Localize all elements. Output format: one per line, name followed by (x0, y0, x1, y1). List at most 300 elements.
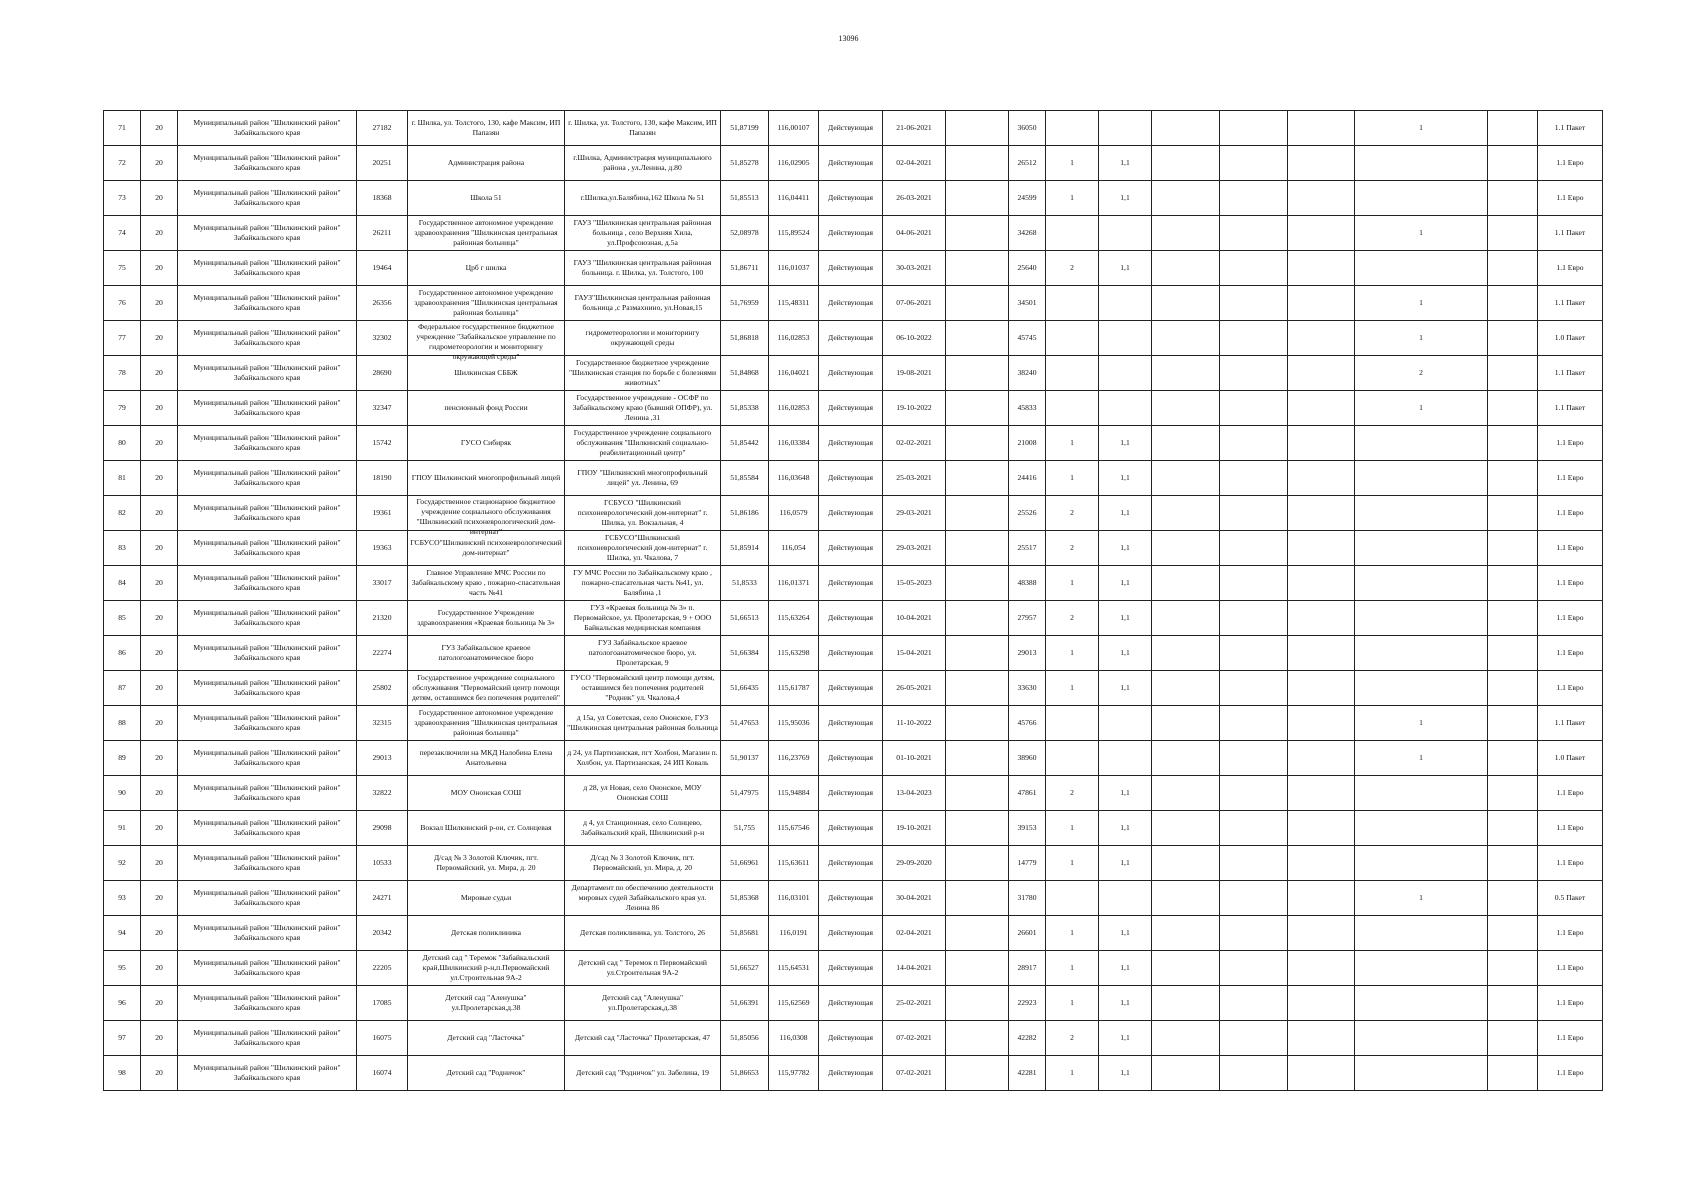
cell-col-d (1220, 951, 1288, 986)
cell-latitude (721, 636, 769, 671)
cell-district (178, 531, 357, 566)
date-text: 25-02-2021 (896, 998, 932, 1007)
cell-reg-number (1009, 531, 1046, 566)
date-text: 07-02-2021 (896, 1033, 932, 1042)
cell-status (819, 496, 883, 531)
cell-reg-number (1009, 1056, 1046, 1091)
cell-col-d (1220, 776, 1288, 811)
size-b-text: 1,1 (1120, 928, 1130, 937)
cell-size-b (1099, 671, 1152, 706)
cell-size-b (1099, 601, 1152, 636)
count-f-text: 1 (1419, 718, 1423, 727)
cell-count-f (1355, 426, 1488, 461)
cell-status (819, 881, 883, 916)
cell-region-code (141, 811, 178, 846)
cell-col-g (1488, 461, 1538, 496)
cell-longitude (769, 216, 819, 251)
count-a-text: 2 (1070, 508, 1074, 517)
cell-owner-address (565, 426, 721, 461)
district-text: Муниципальный район "Шилкинский район" Забайкальского края (193, 188, 341, 207)
cell-col-e (1288, 741, 1355, 776)
cell-district (178, 566, 357, 601)
cell-site-id (357, 846, 408, 881)
cell-col-g (1488, 531, 1538, 566)
table-row (104, 531, 1603, 566)
site-id-text: 20342 (372, 928, 392, 937)
cell-empty-col (946, 636, 1009, 671)
cell-region-code (141, 1021, 178, 1056)
cell-region-code (141, 286, 178, 321)
cell-row-number (104, 741, 141, 776)
region-code-text: 20 (155, 683, 163, 692)
table-row (104, 986, 1603, 1021)
container-type-text: 1.1 Евро (1556, 648, 1584, 657)
cell-col-c (1152, 951, 1220, 986)
cell-count-f (1355, 216, 1488, 251)
cell-site-id (357, 531, 408, 566)
site-id-text: 28690 (372, 368, 392, 377)
cell-region-code (141, 496, 178, 531)
region-code-text: 20 (155, 578, 163, 587)
cell-col-c (1152, 776, 1220, 811)
cell-reg-number (1009, 461, 1046, 496)
cell-longitude (769, 321, 819, 356)
cell-region-code (141, 776, 178, 811)
owner-address-text: Детская поликлиника, ул. Толстого, 26 (580, 928, 705, 937)
cell-col-g (1488, 1056, 1538, 1091)
cell-owner-address (565, 461, 721, 496)
cell-site-id (357, 391, 408, 426)
longitude-text: 115,63298 (777, 648, 810, 657)
region-code-text: 20 (155, 123, 163, 132)
site-name-text: г. Шилка, ул. Толстого, 130, кафе Максим, ИП Папазян (411, 118, 561, 137)
row-number-text: 73 (118, 193, 126, 202)
longitude-text: 115,48311 (777, 298, 810, 307)
owner-address-text: Детский сад " Теремок п Первомайский ул.Строительная 9А-2 (578, 958, 707, 977)
cell-date (883, 636, 946, 671)
cell-district (178, 251, 357, 286)
status-text: Действующая (828, 263, 873, 272)
table-row (104, 356, 1603, 391)
cell-count-f (1355, 286, 1488, 321)
cell-col-d (1220, 111, 1288, 146)
cell-count-a (1046, 916, 1099, 951)
cell-col-c (1152, 321, 1220, 356)
cell-row-number (104, 1056, 141, 1091)
cell-longitude (769, 356, 819, 391)
table-row (104, 1021, 1603, 1056)
cell-latitude (721, 916, 769, 951)
status-text: Действующая (828, 298, 873, 307)
cell-latitude (721, 951, 769, 986)
cell-size-b (1099, 216, 1152, 251)
cell-longitude (769, 146, 819, 181)
status-text: Действующая (828, 403, 873, 412)
latitude-text: 51,84868 (730, 368, 759, 377)
cell-region-code (141, 216, 178, 251)
owner-address-text: ГУЗ Забайкальское краевое патологоанатомическое бюро, ул. Пролетарская, 9 (588, 638, 697, 667)
site-id-text: 32315 (372, 718, 392, 727)
cell-district (178, 986, 357, 1021)
cell-col-d (1220, 986, 1288, 1021)
reg-number-text: 34268 (1017, 228, 1037, 237)
cell-longitude (769, 776, 819, 811)
cell-count-f (1355, 496, 1488, 531)
cell-col-c (1152, 881, 1220, 916)
cell-size-b (1099, 566, 1152, 601)
cell-container-type (1538, 251, 1603, 286)
site-id-text: 19464 (372, 263, 392, 272)
cell-col-g (1488, 1021, 1538, 1056)
cell-col-c (1152, 531, 1220, 566)
cell-empty-col (946, 811, 1009, 846)
cell-container-type (1538, 986, 1603, 1021)
cell-site-id (357, 286, 408, 321)
cell-district (178, 1056, 357, 1091)
region-code-text: 20 (155, 893, 163, 902)
cell-latitude (721, 1056, 769, 1091)
owner-address-text: Д/сад № 3 Золотой Ключик, пгт. Первомайский, ул. Мира, д. 20 (590, 853, 695, 872)
container-site-registry-table (103, 110, 1603, 1091)
latitude-text: 51,85914 (730, 543, 759, 552)
region-code-text: 20 (155, 823, 163, 832)
cell-region-code (141, 986, 178, 1021)
cell-district (178, 391, 357, 426)
cell-container-type (1538, 671, 1603, 706)
region-code-text: 20 (155, 473, 163, 482)
cell-longitude (769, 811, 819, 846)
cell-col-c (1152, 636, 1220, 671)
container-type-text: 1.1 Евро (1556, 613, 1584, 622)
count-f-text: 1 (1419, 403, 1423, 412)
site-name-text: Государственное стационарное бюджетное учреждение социального обслуживания "Шилкинский психоневрологический дом-интернат" (416, 497, 556, 536)
cell-row-number (104, 426, 141, 461)
site-id-text: 19363 (372, 543, 392, 552)
cell-longitude (769, 636, 819, 671)
container-type-text: 1.1 Пакет (1554, 403, 1586, 412)
cell-date (883, 251, 946, 286)
cell-col-g (1488, 741, 1538, 776)
cell-col-d (1220, 146, 1288, 181)
cell-district (178, 776, 357, 811)
owner-address-text: Государственное учреждение социального обслуживания "Шилкинский социально-реабилитационный центр" (573, 428, 712, 457)
cell-reg-number (1009, 1021, 1046, 1056)
cell-region-code (141, 601, 178, 636)
longitude-text: 115,61787 (777, 683, 810, 692)
container-type-text: 1.1 Евро (1556, 473, 1584, 482)
cell-count-f (1355, 706, 1488, 741)
cell-owner-address (565, 531, 721, 566)
date-text: 15-04-2021 (896, 648, 932, 657)
cell-longitude (769, 741, 819, 776)
table-row (104, 426, 1603, 461)
row-number-text: 98 (118, 1068, 126, 1077)
cell-col-e (1288, 916, 1355, 951)
cell-count-a (1046, 146, 1099, 181)
container-type-text: 1.1 Евро (1556, 823, 1584, 832)
cell-status (819, 916, 883, 951)
cell-size-b (1099, 321, 1152, 356)
owner-address-text: Департамент по обеспечению деятельности мировых судей Забайкальского края ул. Ленина 86 (571, 883, 714, 912)
cell-status (819, 461, 883, 496)
latitude-text: 51,90137 (730, 753, 759, 762)
reg-number-text: 25640 (1017, 263, 1037, 272)
longitude-text: 116,04411 (777, 193, 810, 202)
site-name-text: ГУСО Сибиряк (460, 438, 512, 447)
cell-owner-address (565, 636, 721, 671)
cell-row-number (104, 496, 141, 531)
cell-size-b (1099, 706, 1152, 741)
row-number-text: 95 (118, 963, 126, 972)
cell-latitude (721, 706, 769, 741)
status-text: Действующая (828, 648, 873, 657)
site-name-text: Государственное автономное учреждение здравоохранения "Шилкинская центральная районная больница" (414, 288, 558, 317)
district-text: Муниципальный район "Шилкинский район" Забайкальского края (193, 503, 341, 522)
site-name-text: Црб г шилка (465, 263, 507, 272)
cell-count-f (1355, 811, 1488, 846)
cell-container-type (1538, 951, 1603, 986)
cell-site-id (357, 1021, 408, 1056)
site-name-text: Шилкинская СББЖ (454, 368, 518, 377)
latitude-text: 51,86711 (730, 263, 759, 272)
cell-size-b (1099, 741, 1152, 776)
cell-col-e (1288, 356, 1355, 391)
cell-owner-address (565, 1056, 721, 1091)
cell-district (178, 286, 357, 321)
cell-site-name (408, 811, 565, 846)
count-a-text: 1 (1070, 438, 1074, 447)
cell-reg-number (1009, 356, 1046, 391)
cell-row-number (104, 356, 141, 391)
region-code-text: 20 (155, 1033, 163, 1042)
size-b-text: 1,1 (1120, 193, 1130, 202)
cell-count-a (1046, 671, 1099, 706)
cell-latitude (721, 881, 769, 916)
site-name-text: Государственное автономное учреждение здравоохранения "Шилкинская центральная районная больница" (414, 708, 558, 737)
cell-size-b (1099, 391, 1152, 426)
reg-number-text: 47861 (1017, 788, 1037, 797)
cell-longitude (769, 951, 819, 986)
status-text: Действующая (828, 473, 873, 482)
owner-address-text: ГАУЗ "Шилкинская центральная районная больница , село Верхняя Хила, ул.Профсоюзная, д.5а (573, 218, 712, 247)
district-text: Муниципальный район "Шилкинский район" Забайкальского края (193, 608, 341, 627)
cell-status (819, 356, 883, 391)
cell-reg-number (1009, 881, 1046, 916)
cell-date (883, 496, 946, 531)
cell-col-g (1488, 426, 1538, 461)
cell-col-d (1220, 601, 1288, 636)
row-number-text: 87 (118, 683, 126, 692)
cell-region-code (141, 706, 178, 741)
size-b-text: 1,1 (1120, 788, 1130, 797)
cell-district (178, 636, 357, 671)
cell-owner-address (565, 881, 721, 916)
cell-col-g (1488, 496, 1538, 531)
container-type-text: 1.1 Пакет (1554, 228, 1586, 237)
cell-status (819, 426, 883, 461)
row-number-text: 86 (118, 648, 126, 657)
row-number-text: 78 (118, 368, 126, 377)
owner-address-text: ГСБУСО "Шилкинский психоневрологический дом-интернат" г. Шилка, ул. Вокзальная, 4 (577, 498, 708, 527)
cell-col-e (1288, 111, 1355, 146)
site-name-text: Государственное Учреждение здравоохранения «Краевая больница № 3» (417, 608, 555, 627)
cell-row-number (104, 286, 141, 321)
size-b-text: 1,1 (1120, 1068, 1130, 1077)
district-text: Муниципальный район "Шилкинский район" Забайкальского края (193, 923, 341, 942)
reg-number-text: 48388 (1017, 578, 1037, 587)
cell-site-name (408, 181, 565, 216)
region-code-text: 20 (155, 613, 163, 622)
cell-date (883, 741, 946, 776)
cell-district (178, 741, 357, 776)
cell-owner-address (565, 986, 721, 1021)
container-type-text: 1.0 Пакет (1554, 753, 1586, 762)
site-name-text: Федеральное государственное бюджетное учреждение "Забайкальское управление по гидрометеорологии и мониторингу окружающей среды" (416, 322, 556, 361)
cell-longitude (769, 461, 819, 496)
cell-count-f (1355, 181, 1488, 216)
cell-district (178, 356, 357, 391)
count-a-text: 1 (1070, 473, 1074, 482)
cell-site-id (357, 251, 408, 286)
table-row (104, 916, 1603, 951)
cell-col-e (1288, 986, 1355, 1021)
size-b-text: 1,1 (1120, 543, 1130, 552)
longitude-text: 116,054 (781, 543, 806, 552)
cell-date (883, 111, 946, 146)
cell-col-g (1488, 916, 1538, 951)
cell-container-type (1538, 461, 1603, 496)
cell-count-a (1046, 1021, 1099, 1056)
cell-longitude (769, 1021, 819, 1056)
count-a-text: 1 (1070, 928, 1074, 937)
owner-address-text: Детский сад "Родничок" ул. Забелина, 19 (576, 1068, 709, 1077)
cell-count-a (1046, 391, 1099, 426)
size-b-text: 1,1 (1120, 648, 1130, 657)
status-text: Действующая (828, 788, 873, 797)
region-code-text: 20 (155, 858, 163, 867)
cell-row-number (104, 146, 141, 181)
cell-region-code (141, 111, 178, 146)
date-text: 21-06-2021 (896, 123, 932, 132)
container-type-text: 1.1 Пакет (1554, 718, 1586, 727)
cell-empty-col (946, 531, 1009, 566)
cell-col-d (1220, 1056, 1288, 1091)
site-id-text: 27182 (372, 123, 392, 132)
row-number-text: 75 (118, 263, 126, 272)
cell-status (819, 181, 883, 216)
cell-date (883, 601, 946, 636)
cell-reg-number (1009, 776, 1046, 811)
cell-latitude (721, 286, 769, 321)
status-text: Действующая (828, 858, 873, 867)
cell-count-a (1046, 951, 1099, 986)
cell-district (178, 181, 357, 216)
longitude-text: 116,0191 (779, 928, 808, 937)
container-type-text: 1.1 Евро (1556, 158, 1584, 167)
cell-status (819, 741, 883, 776)
status-text: Действующая (828, 193, 873, 202)
cell-reg-number (1009, 426, 1046, 461)
date-text: 30-03-2021 (896, 263, 932, 272)
cell-district (178, 846, 357, 881)
cell-count-f (1355, 321, 1488, 356)
size-b-text: 1,1 (1120, 438, 1130, 447)
longitude-text: 115,64531 (777, 963, 810, 972)
longitude-text: 115,67546 (777, 823, 810, 832)
site-name-text: МОУ Ононская СОШ (450, 788, 522, 797)
latitude-text: 51,85442 (730, 438, 759, 447)
cell-reg-number (1009, 496, 1046, 531)
cell-size-b (1099, 1021, 1152, 1056)
cell-row-number (104, 461, 141, 496)
cell-col-g (1488, 881, 1538, 916)
cell-row-number (104, 671, 141, 706)
cell-empty-col (946, 146, 1009, 181)
cell-longitude (769, 531, 819, 566)
cell-row-number (104, 531, 141, 566)
cell-row-number (104, 1021, 141, 1056)
cell-region-code (141, 566, 178, 601)
cell-status (819, 321, 883, 356)
cell-count-a (1046, 321, 1099, 356)
table-row (104, 321, 1603, 356)
site-id-text: 32822 (372, 788, 392, 797)
cell-col-d (1220, 216, 1288, 251)
cell-col-e (1288, 461, 1355, 496)
owner-address-text: д 28, ул Новая, село Ононское, МОУ Ононская СОШ (583, 783, 702, 802)
cell-latitude (721, 111, 769, 146)
site-id-text: 26211 (372, 228, 392, 237)
cell-count-f (1355, 111, 1488, 146)
cell-site-id (357, 321, 408, 356)
table-row (104, 811, 1603, 846)
cell-owner-address (565, 601, 721, 636)
reg-number-text: 45833 (1017, 403, 1037, 412)
cell-region-code (141, 1056, 178, 1091)
owner-address-text: д 15а, ул Советская, село Ононское, ГУЗ "Шилкинская центральная районная больница (567, 713, 718, 732)
cell-region-code (141, 251, 178, 286)
cell-count-f (1355, 391, 1488, 426)
cell-status (819, 111, 883, 146)
cell-longitude (769, 671, 819, 706)
table-row (104, 286, 1603, 321)
cell-col-e (1288, 426, 1355, 461)
cell-count-f (1355, 601, 1488, 636)
cell-col-g (1488, 846, 1538, 881)
cell-empty-col (946, 881, 1009, 916)
cell-status (819, 531, 883, 566)
cell-row-number (104, 251, 141, 286)
cell-row-number (104, 601, 141, 636)
cell-size-b (1099, 426, 1152, 461)
cell-row-number (104, 566, 141, 601)
cell-col-c (1152, 846, 1220, 881)
cell-col-c (1152, 986, 1220, 1021)
cell-date (883, 1056, 946, 1091)
cell-col-c (1152, 286, 1220, 321)
cell-row-number (104, 181, 141, 216)
cell-region-code (141, 531, 178, 566)
latitude-text: 51,87199 (730, 123, 759, 132)
reg-number-text: 42281 (1017, 1068, 1037, 1077)
row-number-text: 85 (118, 613, 126, 622)
status-text: Действующая (828, 438, 873, 447)
latitude-text: 51,85368 (730, 893, 759, 902)
status-text: Действующая (828, 928, 873, 937)
district-text: Муниципальный район "Шилкинский район" Забайкальского края (193, 118, 341, 137)
cell-size-b (1099, 916, 1152, 951)
site-id-text: 18190 (372, 473, 392, 482)
